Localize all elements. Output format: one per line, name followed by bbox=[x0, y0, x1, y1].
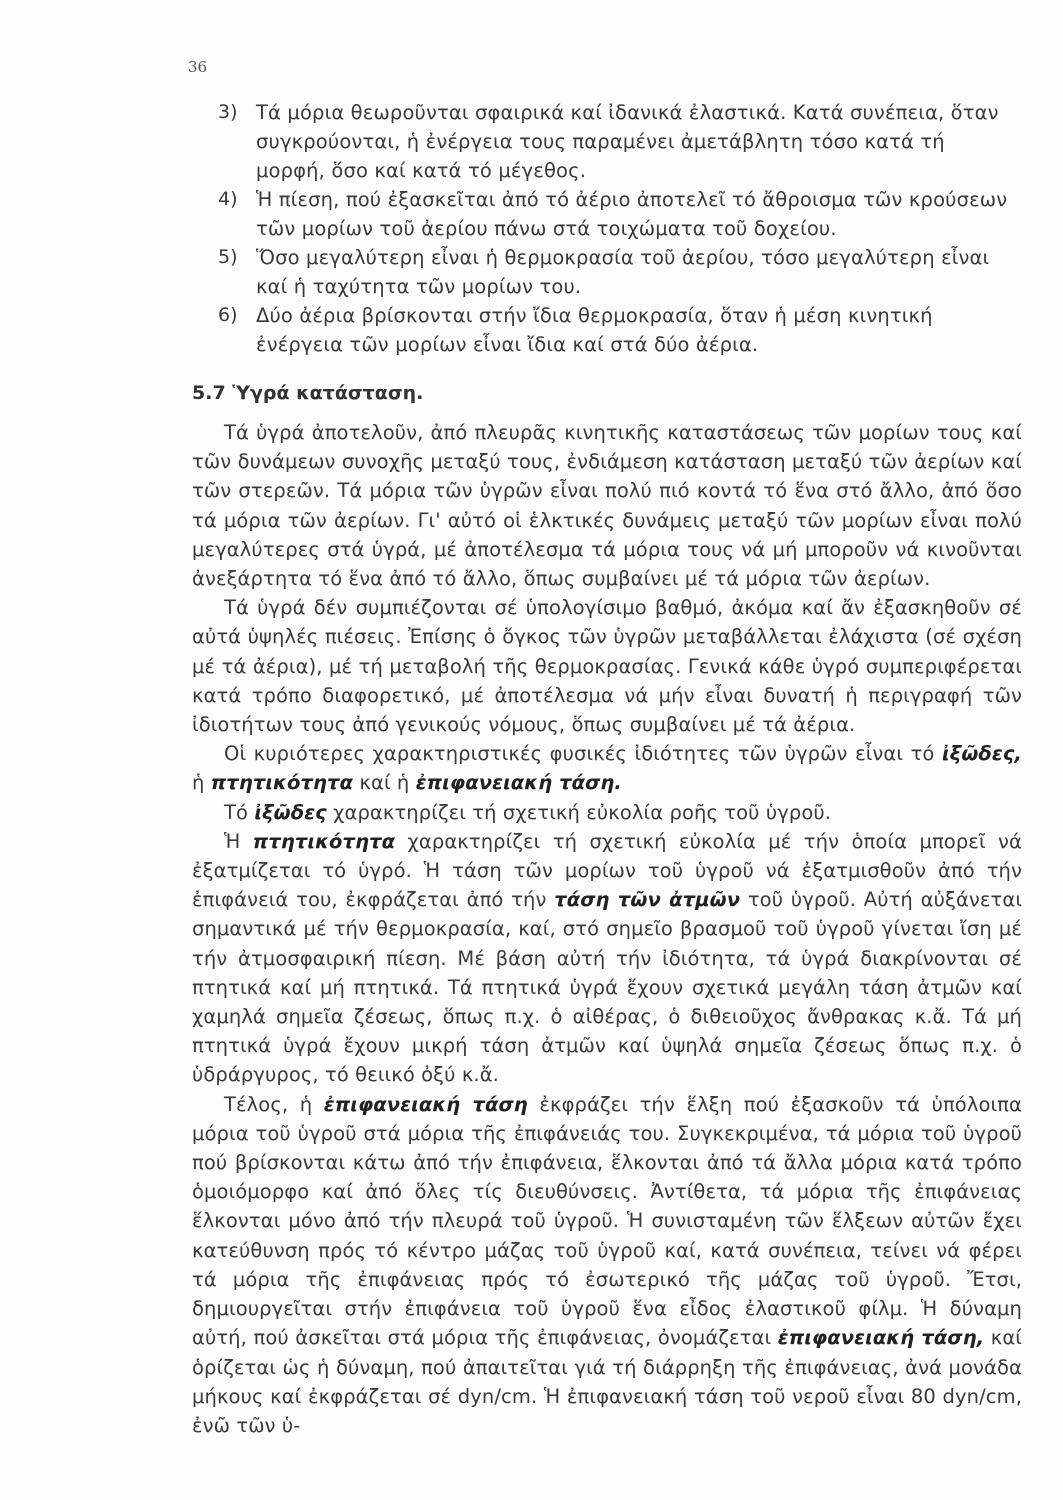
list-item-number: 6) bbox=[218, 304, 238, 326]
text-run: χαρακτηρίζει τή σχετική εὐκολία μέ τήν ὁποία μπορεῖ νά ἐξατμίζεται τό ὑγρό. Ἡ τάση τῶν μορίων τοῦ ὑγροῦ νά ἐξατμισθοῦν ἀπό τήν ἐπιφάνειά του, ἐκφράζεται ἀπό τήν bbox=[192, 829, 1022, 912]
text-run: καί ὁρίζεται ὡς ἡ δύναμη, πού ἀπαιτεῖται γιά τή διάρρηξη τῆς ἐπιφάνειας, ἀνά μονάδα μήκους καί ἐκφράζεται σέ dyn/cm. Ἡ ἐπιφανειακή τάση τοῦ νεροῦ εἶναι 80 dyn/cm, ἐνῶ τῶν ὑ- bbox=[192, 1326, 1022, 1437]
list-item-text: Τά μόρια θεωροῦνται σφαιρικά καί ἰδανικά ἐλαστικά. Κατά συνέπεια, ὅταν συγκρούονται, ἡ ἐνέργεια τους παραμένει ἀμετάβλητη τόσο κατά τή μορφή, ὅσο καί κατά τό μέγεθος. bbox=[256, 101, 999, 182]
paragraph-liquids-intro: Τά ὑγρά ἀποτελοῦν, ἀπό πλευρᾶς κινητικῆς καταστάσεως τῶν μορίων τους καί τῶν δυνάμεων συνοχῆς μεταξύ τους, ἐνδιάμεση κατάσταση μεταξύ τῶν ἀερίων καί τῶν στερεῶν. Τά μόρια τῶν ὑγρῶν εἶναι πολύ πιό κοντά τό ἕνα στό ἄλλο, ἀπό ὅσο τά μόρια τῶν ἀερίων. Γι' αὐτό οἱ ἑλκτικές δυνάμεις μεταξύ τῶν μορίων εἶναι πολύ μεγαλύτερες στά ὑγρά, μέ ἀποτέλεσμα τά μόρια τους νά μή μποροῦν νά κινοῦνται ἀνεξάρτητα τό ἕνα ἀπό τό ἄλλο, ὅπως συμβαίνει μέ τά μόρια τῶν ἀερίων. bbox=[192, 421, 1022, 591]
text-run: Τέλος, ἡ bbox=[224, 1092, 324, 1116]
body-text bbox=[192, 418, 1022, 1440]
list-item-number: 3) bbox=[218, 101, 238, 123]
term-surface-tension: ἐπιφανειακή τάση. bbox=[415, 771, 622, 795]
text-run: ἡ bbox=[192, 771, 211, 795]
paragraph-properties bbox=[192, 739, 1022, 797]
text-run: ἐκφράζει τήν ἕλξη πού ἐξασκοῦν τά ὑπόλοιπα μόρια τοῦ ὑγροῦ στά μόρια τῆς ἐπιφάνειάς του. Συγκεκριμένα, τά μόρια τοῦ ὑγροῦ πού βρίσκονται κάτω ἀπό τήν ἐπιφάνεια, ἕλκονται ἀπό τά ἄλλα μόρια κατά τρόπο ὁμοιόμορφο καί ἀπό ὅλες τίς διευθύνσεις. Ἀντίθετα, τά μόρια τῆς ἐπιφάνειας ἕλκονται μόνο ἀπό τήν πλευρά τοῦ ὑγροῦ. Ἡ συνισταμένη τῶν ἕλξεων αὐτῶν ἔχει κατεύθυνση πρός τό κέντρο μάζας τοῦ ὑγροῦ καί, κατά συνέπεια, τείνει νά φέρει τά μόρια τῆς ἐπιφάνειας πρός τό ἐσωτερικό τῆς μάζας τοῦ ὑγροῦ. Ἔτσι, δημιουργεῖται στήν ἐπιφάνεια τοῦ ὑγροῦ ἕνα εἶδος ἐλαστικοῦ φίλμ. Ἡ δύναμη αὐτή, πού ἀσκεῖται στά μόρια τῆς ἐπιφάνειας, ὀνομάζεται bbox=[192, 1092, 1022, 1350]
text-run: Τό bbox=[224, 800, 255, 824]
term-viscosity: ἰξῶδες bbox=[254, 800, 327, 824]
term-surface-tension: ἐπιφανειακή τάση, bbox=[777, 1326, 985, 1350]
list-item-number: 4) bbox=[218, 188, 238, 210]
text-run: χαρακτηρίζει τή σχετική εὐκολία ροῆς τοῦ ὑγροῦ. bbox=[326, 800, 832, 824]
numbered-list bbox=[218, 98, 1018, 359]
list-item-text: Δύο ἀέρια βρίσκονται στήν ἴδια θερμοκρασία, ὅταν ἡ μέση κινητική ἐνέργεια τῶν μορίων εἶναι ἴδια καί στά δύο ἀέρια. bbox=[256, 304, 933, 356]
term-viscosity: ἰξῶδες, bbox=[942, 742, 1022, 766]
text-run: τοῦ ὑγροῦ. Αὐτή αὐξάνεται σημαντικά μέ τήν θερμοκρασία, καί, στό σημεῖο βρασμοῦ τοῦ ὑγροῦ γίνεται ἴση μέ τήν ἀτμοσφαιρική πίεση. Μέ βάση αὐτή τήν ἰδιότητα, τά ὑγρά διακρίνονται σέ πτητικά καί μή πτητικά. Τά πτητικά ὑγρά ἔχουν σχετικά μεγάλη τάση ἀτμῶν καί χαμηλά σημεῖα ζέσεως, ὅπως π.χ. ὁ αἰθέρας, ὁ διθειοῦχος ἄνθρακας κ.ἄ. Τά μή πτητικά ὑγρά ἔχουν μικρή τάση ἀτμῶν καί ὑψηλά σημεῖα ζέσεως ὅπως π.χ. ὁ ὑδράργυρος, τό θειικό ὀξύ κ.ἄ. bbox=[192, 888, 1023, 1087]
term-volatility: πτητικότητα bbox=[252, 829, 396, 853]
text-run: Οἱ κυριότερες χαρακτηριστικές φυσικές ἰδιότητες τῶν ὑγρῶν εἶναι τό bbox=[224, 742, 942, 766]
list-item-number: 5) bbox=[218, 246, 238, 268]
paragraph-surface-tension bbox=[192, 1090, 1022, 1440]
text-run: καί ἡ bbox=[353, 771, 416, 795]
paragraph-compressibility: Τά ὑγρά δέν συμπιέζονται σέ ὑπολογίσιμο βαθμό, ἀκόμα καί ἄν ἐξασκηθοῦν σέ αὐτά ὑψηλές πιέσεις. Ἐπίσης ὁ ὄγκος τῶν ὑγρῶν μεταβάλλεται ἐλάχιστα (σέ σχέση μέ τά ἀέρια), μέ τή μεταβολή τῆς θερμοκρασίας. Γενικά κάθε ὑγρό συμπεριφέρεται κατά τρόπο διαφορετικό, μέ ἀποτέλεσμα νά μήν εἶναι δυνατή ἡ περιγραφή τῶν ἰδιοτήτων τους ἀπό γενικούς νόμους, ὅπως συμβαίνει μέ τά ἀέρια. bbox=[192, 596, 1022, 737]
page-number: 36 bbox=[188, 58, 208, 76]
list-item bbox=[218, 98, 1018, 185]
list-item bbox=[218, 185, 1018, 243]
list-item bbox=[218, 301, 1018, 359]
paragraph-volatility bbox=[192, 827, 1022, 1090]
list-item-text: Ἡ πίεση, πού ἐξασκεῖται ἀπό τό ἀέριο ἀποτελεῖ τό ἄθροισμα τῶν κρούσεων τῶν μορίων τοῦ ἀερίου πάνω στά τοιχώματα τοῦ δοχείου. bbox=[256, 188, 1008, 240]
term-vapor-pressure: τάση τῶν ἀτμῶν bbox=[554, 888, 741, 912]
section-heading: 5.7 Ὑγρά κατάσταση. bbox=[192, 382, 424, 404]
list-item bbox=[218, 243, 1018, 301]
text-run: Ἡ bbox=[224, 829, 253, 853]
term-volatility: πτητικότητα bbox=[210, 771, 354, 795]
term-surface-tension: ἐπιφανειακή τάση bbox=[323, 1092, 528, 1116]
paragraph-viscosity bbox=[192, 798, 1022, 827]
list-item-text: Ὅσο μεγαλύτερη εἶναι ἡ θερμοκρασία τοῦ ἀερίου, τόσο μεγαλύτερη εἶναι καί ἡ ταχύτητα τῶν μορίων του. bbox=[256, 246, 990, 298]
